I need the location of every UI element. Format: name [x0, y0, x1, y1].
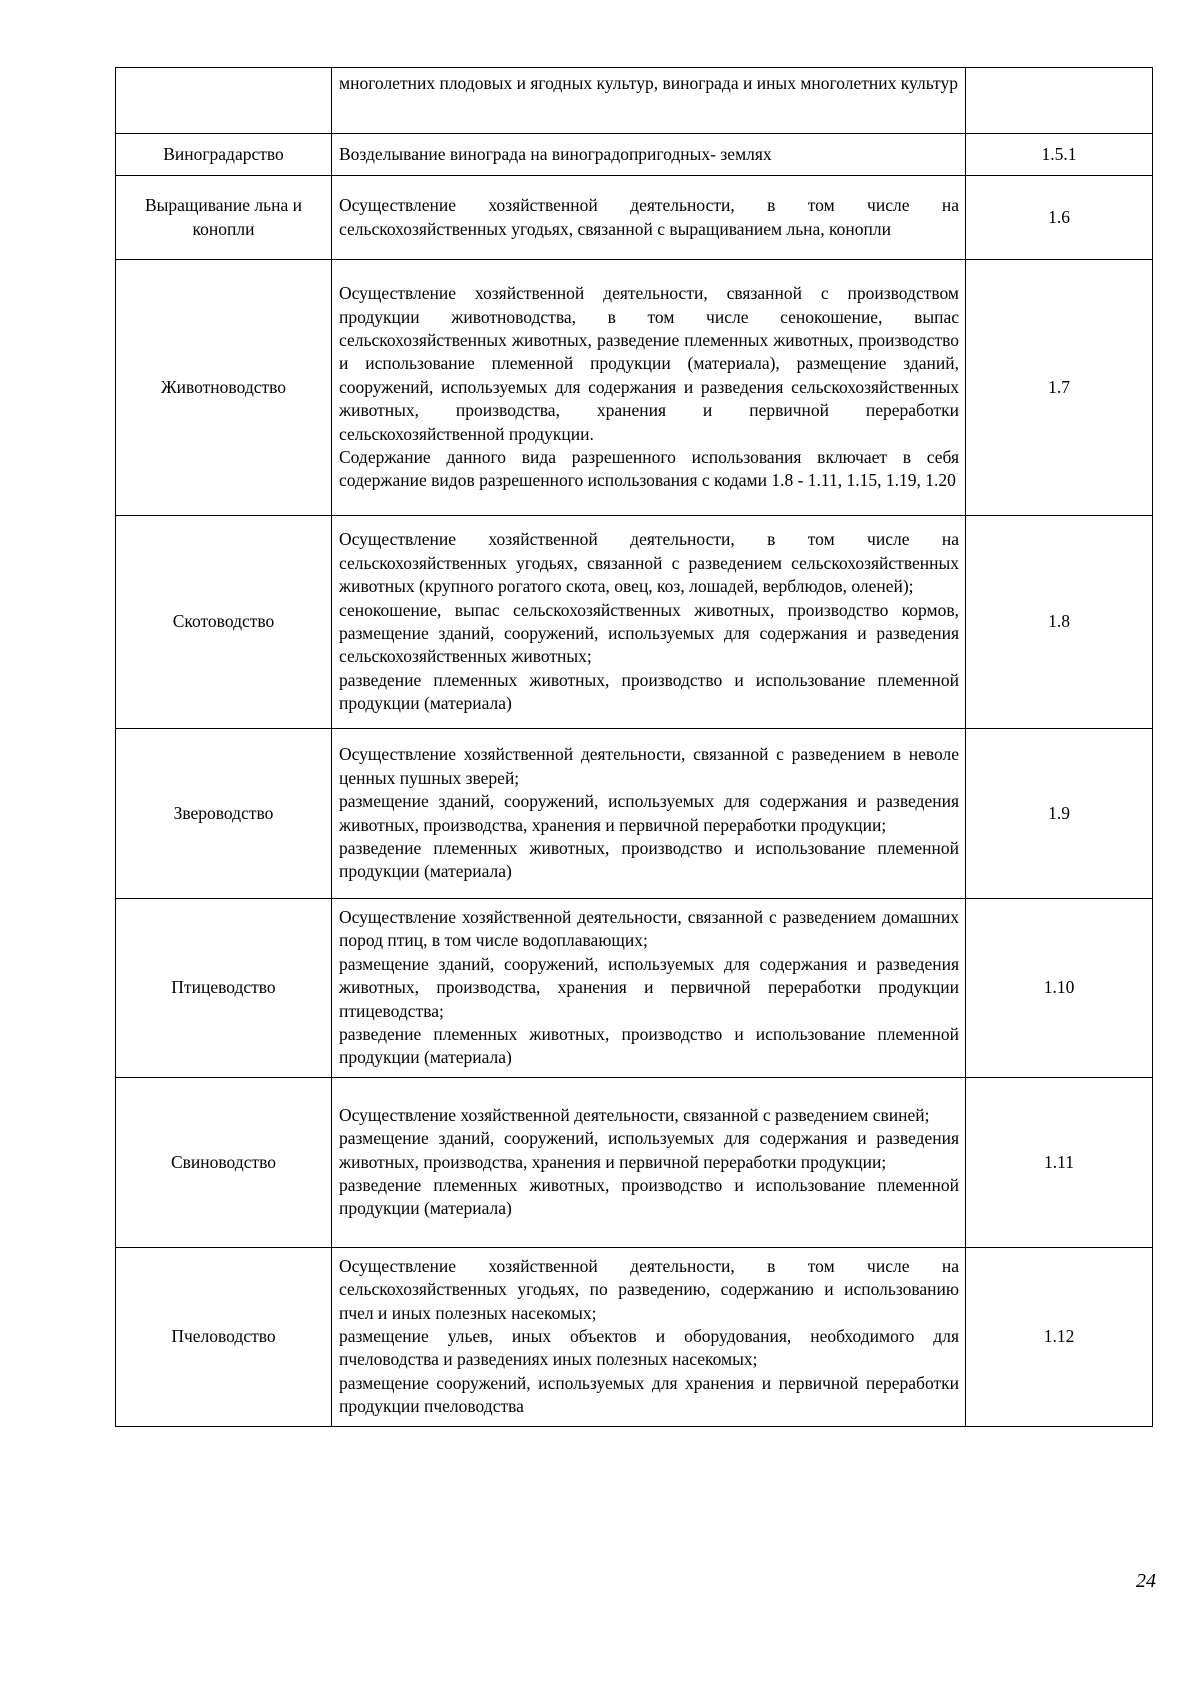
use-type-code: 1.12	[966, 1247, 1153, 1426]
description-paragraph: размещение зданий, сооружений, используемых для содержания и разведения животных, производства, хранения и первичной переработки продукции;	[339, 1128, 959, 1172]
use-type-code: 1.6	[966, 176, 1153, 260]
use-type-code: 1.9	[966, 729, 1153, 899]
description-paragraph: Осуществление хозяйственной деятельности, связанной с разведением домашних пород птиц, в том числе водоплавающих;	[339, 907, 959, 951]
description-paragraph: разведение племенных животных, производство и использование племенной продукции (материала)	[339, 1175, 959, 1219]
use-type-description	[332, 1247, 966, 1426]
description-paragraph: Осуществление хозяйственной деятельности, связанной с разведением в неволе ценных пушных зверей;	[339, 744, 959, 788]
description-paragraph: Содержание данного вида разрешенного использования включает в себя содержание видов разрешенного использования с кодами 1.8 - 1.11, 1.15, 1.19, 1.20	[339, 447, 959, 491]
description-paragraph: Осуществление хозяйственной деятельности, в том числе на сельскохозяйственных угодьях, по разведению, содержанию и использованию пчел и иных полезных насекомых;	[339, 1255, 959, 1323]
description-paragraph: сенокошение, выпас сельскохозяйственных животных, производство кормов, размещение зданий, сооружений, используемых для содержания и разведения сельскохозяйственных животных;	[339, 599, 959, 667]
use-type-name: Звероводство	[116, 729, 332, 899]
table-row	[116, 260, 1153, 516]
description-paragraph: Возделывание винограда на виноградопригодных- землях	[339, 143, 772, 164]
description-paragraph: размещение ульев, иных объектов и оборудования, необходимого для пчеловодства и разведениях иных полезных насекомых;	[339, 1326, 959, 1370]
use-type-code: 1.5.1	[966, 134, 1153, 176]
use-type-description	[332, 134, 966, 176]
table-row	[116, 1077, 1153, 1247]
use-type-name: Виноградарство	[116, 134, 332, 176]
use-type-name: Животноводство	[116, 260, 332, 516]
use-type-name	[116, 68, 332, 134]
description-paragraph: размещение зданий, сооружений, используемых для содержания и разведения животных, производства, хранения и первичной переработки продукции птицеводства;	[339, 953, 959, 1021]
table-row	[116, 516, 1153, 729]
description-paragraph: разведение племенных животных, производство и использование племенной продукции (материала)	[339, 669, 959, 714]
land-use-table	[115, 67, 1153, 1427]
description-paragraph: многолетних плодовых и ягодных культур, винограда и иных многолетних культур	[339, 73, 958, 93]
use-type-name: Свиноводство	[116, 1077, 332, 1247]
use-type-name: Птицеводство	[116, 899, 332, 1078]
use-type-description	[332, 729, 966, 899]
use-type-code	[966, 68, 1153, 134]
table-body	[116, 68, 1153, 1427]
table-row	[116, 134, 1153, 176]
use-type-name: Выращивание льна и конопли	[116, 176, 332, 260]
description-paragraph: Осуществление хозяйственной деятельности, связанной с разведением свиней;	[339, 1104, 930, 1125]
use-type-description	[332, 516, 966, 729]
use-type-code: 1.8	[966, 516, 1153, 729]
use-type-code: 1.11	[966, 1077, 1153, 1247]
use-type-code: 1.7	[966, 260, 1153, 516]
use-type-description	[332, 899, 966, 1078]
table-row	[116, 899, 1153, 1078]
description-paragraph: размещение сооружений, используемых для хранения и первичной переработки продукции пчеловодства	[339, 1372, 959, 1417]
use-type-name: Скотоводство	[116, 516, 332, 729]
description-paragraph: Осуществление хозяйственной деятельности, в том числе на сельскохозяйственных угодьях, связанной с разведением сельскохозяйственных животных (крупного рогатого скота, овец, коз, лошадей, верблюдов, оленей);	[339, 529, 959, 597]
use-type-description	[332, 260, 966, 516]
use-type-code: 1.10	[966, 899, 1153, 1078]
description-paragraph: разведение племенных животных, производство и использование племенной продукции (материала)	[339, 837, 959, 882]
description-paragraph: Осуществление хозяйственной деятельности, связанной с производством продукции животноводства, в том числе сенокошение, выпас сельскохозяйственных животных, разведение племенных животных, производство и использование племенной продукции (материала), размещение зданий, сооружений, используемых для содержания и разведения сельскохозяйственных животных, производства, хранения и первичной переработки сельскохозяйственной продукции.	[339, 283, 959, 444]
description-paragraph: размещение зданий, сооружений, используемых для содержания и разведения животных, производства, хранения и первичной переработки продукции;	[339, 791, 959, 835]
table-row	[116, 1247, 1153, 1426]
description-paragraph: Осуществление хозяйственной деятельности, в том числе на сельскохозяйственных угодьях, связанной с выращиванием льна, конопли	[339, 195, 959, 239]
description-paragraph: разведение племенных животных, производство и использование племенной продукции (материала)	[339, 1024, 959, 1068]
use-type-description	[332, 1077, 966, 1247]
use-type-description	[332, 68, 966, 134]
table-row	[116, 176, 1153, 260]
table-row	[116, 68, 1153, 134]
use-type-description	[332, 176, 966, 260]
page-number: 24	[1136, 1570, 1156, 1592]
use-type-name: Пчеловодство	[116, 1247, 332, 1426]
table-row	[116, 729, 1153, 899]
